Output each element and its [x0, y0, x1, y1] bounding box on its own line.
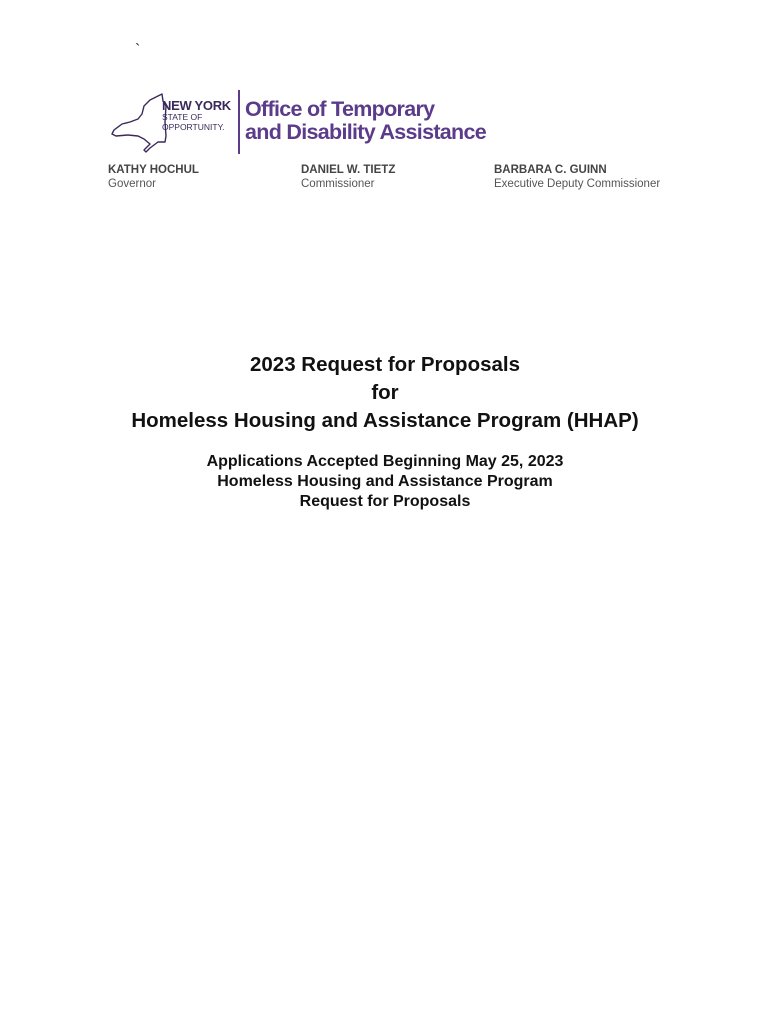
official-governor [108, 163, 199, 191]
ny-line-2: STATE OF [162, 112, 203, 122]
official-role: Commissioner [301, 178, 375, 190]
agency-name-line-1: Office of Temporary [245, 97, 435, 121]
title-line-2: for [371, 381, 399, 404]
official-commissioner [301, 163, 395, 191]
official-name: BARBARA C. GUINN [494, 164, 607, 176]
ny-line-3: OPPORTUNITY. [162, 121, 225, 132]
official-name: KATHY HOCHUL [108, 164, 199, 176]
document-subtitle [0, 452, 770, 512]
official-role: Governor [108, 178, 156, 190]
otda-logo [108, 90, 488, 156]
subtitle-line-1: Applications Accepted Beginning May 25, 2023 [206, 453, 564, 470]
agency-name [245, 98, 486, 143]
agency-name-line-2: and Disability Assistance [245, 119, 486, 144]
title-line-3: Homeless Housing and Assistance Program (HHAP) [131, 409, 639, 432]
document-title [0, 351, 770, 435]
subtitle-line-2: Homeless Housing and Assistance Program [217, 473, 553, 490]
ny-line-1: NEW YORK [162, 98, 231, 113]
officials-row [108, 163, 708, 195]
subtitle-line-3: Request for Proposals [299, 493, 471, 510]
official-executive-deputy [494, 163, 660, 191]
new-york-wordmark [162, 99, 242, 131]
logo-divider [238, 90, 240, 154]
stray-backtick-mark: ` [135, 42, 141, 59]
official-role: Executive Deputy Commissioner [494, 178, 661, 190]
official-name: DANIEL W. TIETZ [301, 164, 396, 176]
title-line-1: 2023 Request for Proposals [249, 353, 520, 376]
